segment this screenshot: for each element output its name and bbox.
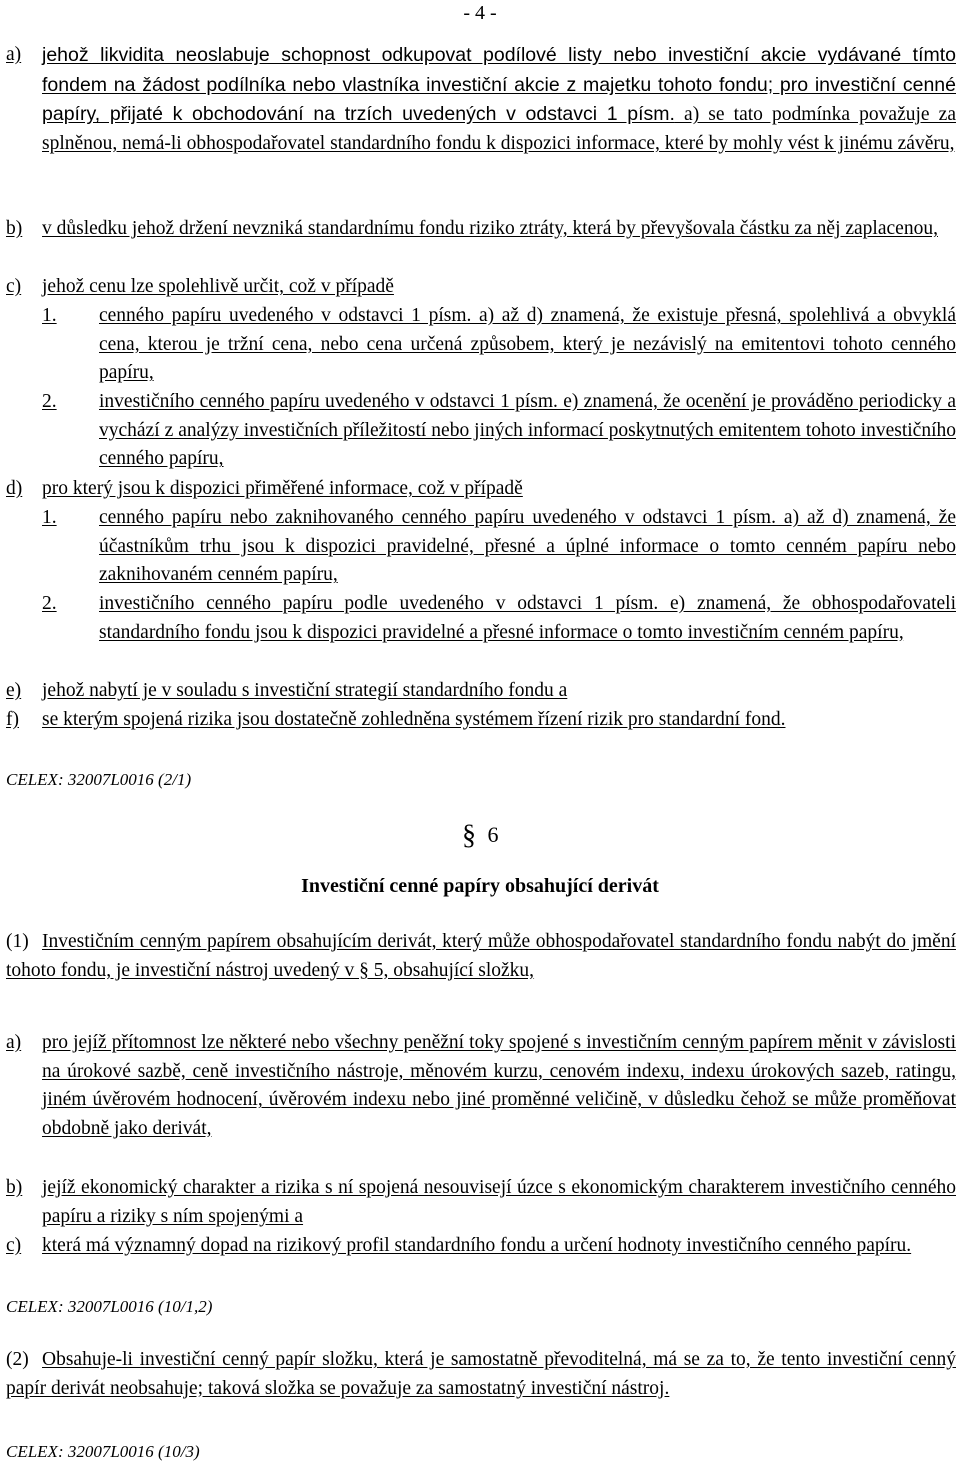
item-text: pro jejíž přítomnost lze některé nebo všechny peněžní toky spojené s investičním cenným papírem měnit v závislosti na úrokové sazbě, ceně investičního nástroje, měnovém kurzu, cenovém indexu, indexu úrokových sazeb, ratingu, jiném úvěrovém hodnocení, úvěrovém indexu nebo jiné proměnné veličině, v důsledku čehož se může proměňovat obdobně jako derivát, (42, 1032, 956, 1139)
item-label: 2. (42, 391, 57, 412)
item-text: cenného papíru nebo zaknihovaného cenného papíru uvedeného v odstavci 1 písm. a) až d) znamená, že účastníkům trhu jsou k dispozici pravidelné, přesné a úplné informace o tomto cenném papíru nebo zaknihovaném cenném papíru, (99, 507, 956, 586)
list-subitem-c1 (42, 302, 956, 388)
item-label: a) (6, 44, 22, 65)
item-text: v důsledku jehož držení nevzniká standardnímu fondu riziko ztráty, která by převyšovala částku za něj zaplacenou, (42, 218, 938, 239)
item-text: jehož nabytí je v souladu s investiční strategií standardního fondu a (42, 680, 568, 701)
item-text: se kterým spojená rizika jsou dostatečně zohledněna systémem řízení rizik pro standardní fond. (42, 709, 786, 730)
list-item-c (6, 273, 956, 302)
list-item-f (6, 706, 956, 764)
item-label: 1. (42, 507, 57, 528)
list-subitem-d1 (42, 504, 956, 590)
list-item-b (6, 1174, 956, 1232)
item-label: a) (6, 1032, 22, 1053)
item-text: pro který jsou k dispozici přiměřené informace, což v případě (42, 478, 523, 499)
item-text: investičního cenného papíru uvedeného v odstavci 1 písm. e) znamená, že ocenění je prováděno periodicky a vychází z analýzy investičních příležitostí nebo jiných informací poskytnutých emitentem tohoto investičního cenného papíru, (99, 391, 956, 470)
item-text: která má významný dopad na rizikový profil standardního fondu a určení hodnoty investičního cenného papíru. (42, 1235, 912, 1256)
section-symbol: § (462, 820, 476, 851)
list-subitem-c2 (42, 388, 956, 474)
list-item-d (6, 475, 956, 504)
item-label: e) (6, 680, 22, 701)
paragraph-number: (2) (6, 1349, 29, 1370)
item-text: jehož likvidita neoslabuje schopnost odkupovat podílové listy nebo investiční akcie vydávané tímto fondem na žádost podílníka nebo vlastníka investiční akcie z majetku tohoto fondu; pro investiční cenné papíry, přijaté k obchodování na trzích uvedených v odstavci 1 písm. a) se tato podmínka považuje za splněnou, nemá-li obhospodařovatel standardního fondu k dispozici informace, které by mohly vést k jinému závěru, (42, 44, 956, 154)
list-item-a (6, 41, 956, 184)
item-label: c) (6, 276, 22, 297)
item-text: jehož cenu lze spolehlivě určit, což v případě (42, 276, 394, 297)
item-label: b) (6, 218, 23, 239)
celex-reference: CELEX: 32007L0016 (10/1,2) (6, 1297, 213, 1316)
paragraph-2 (6, 1346, 956, 1403)
list-item-b (6, 215, 956, 273)
item-label: b) (6, 1177, 23, 1198)
section-number-value: 6 (487, 822, 499, 847)
list-subitem-d2 (42, 590, 956, 676)
item-label: c) (6, 1235, 22, 1256)
celex-reference: CELEX: 32007L0016 (2/1) (6, 770, 192, 789)
celex-reference: CELEX: 32007L0016 (10/3) (6, 1442, 200, 1461)
item-text: cenného papíru uvedeného v odstavci 1 písm. a) až d) znamená, že existuje přesná, spolehlivá a obvyklá cena, kterou je tržní cena, nebo cena určená způsobem, který je nezávislý na emitentovi tohoto cenného papíru, (99, 305, 956, 384)
item-label: 1. (42, 305, 57, 326)
section-number (462, 820, 499, 852)
item-text: jejíž ekonomický charakter a rizika s ní spojená nesouvisejí úzce s ekonomickým charakterem investičního cenného papíru a riziky s ním spojenými a (42, 1177, 956, 1227)
paragraph-text: Investičním cenným papírem obsahujícím derivát, který může obhospodařovatel standardního fondu nabýt do jmění tohoto fondu, je investiční nástroj uvedený v § 5, obsahující složku, (6, 931, 956, 981)
page-number: - 4 - (463, 2, 497, 24)
item-text: investičního cenného papíru podle uvedeného v odstavci 1 písm. e) znamená, že obhospodařovateli standardního fondu jsou k dispozici pravidelné a přesné informace o tomto investičním cenném papíru, (99, 593, 956, 643)
paragraph-number: (1) (6, 931, 29, 952)
item-label: f) (6, 709, 19, 730)
section-heading: Investiční cenné papíry obsahující derivát (301, 875, 659, 897)
item-label: 2. (42, 593, 57, 614)
list-item-e (6, 677, 956, 706)
paragraph-text: Obsahuje-li investiční cenný papír složku, která je samostatně převoditelná, má se za to, že tento investiční cenný papír derivát neobsahuje; taková složka se považuje za samostatný investiční nástroj. (6, 1349, 956, 1399)
paragraph-1 (6, 928, 956, 985)
list-item-c (6, 1232, 956, 1290)
item-label: d) (6, 478, 23, 499)
list-item-a (6, 1029, 956, 1173)
